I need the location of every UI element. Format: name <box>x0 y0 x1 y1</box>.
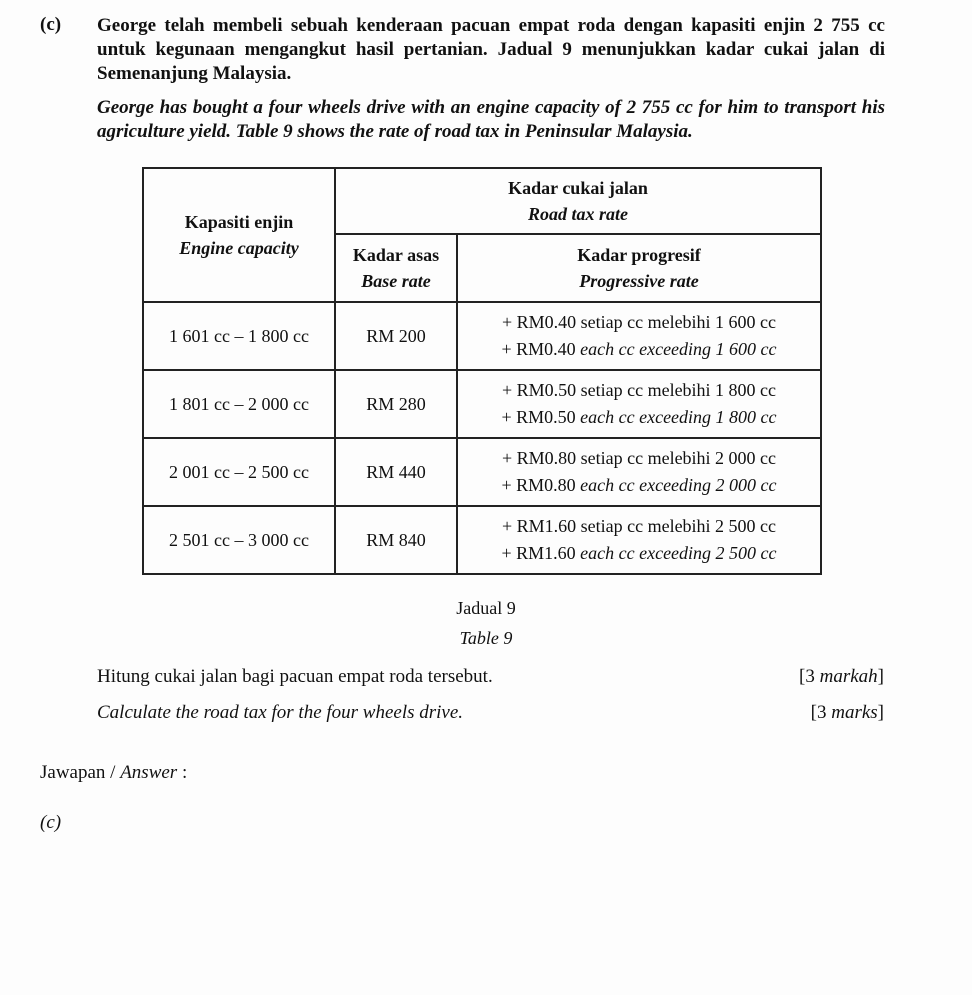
progressive-ms: + RM0.50 setiap cc melebihi 1 800 cc <box>501 380 777 400</box>
marks-ms-word: markah <box>819 666 878 687</box>
progressive-en-prefix: + RM1.60 <box>501 543 581 563</box>
question-text-english: George has bought a four wheels drive with an engine capacity of 2 755 cc for him to transport his agriculture yield. Table 9 shows the rate of road tax in Peninsular Malaysia. <box>97 97 885 142</box>
table-row <box>143 302 821 370</box>
header-road-tax-rate <box>335 168 821 234</box>
header-progressive-ms: Kadar progresif <box>577 245 701 265</box>
marks-malay: [3 markah] <box>799 666 884 687</box>
header-progressive-rate <box>457 234 821 302</box>
header-capacity-ms: Kapasiti enjin <box>184 212 294 232</box>
table-caption-english: Table 9 <box>459 628 513 648</box>
progressive-en <box>458 472 820 499</box>
header-base-en: Base rate <box>361 271 431 291</box>
answer-label <box>40 762 187 784</box>
progressive-en-text: each cc exceeding 1 800 cc <box>580 407 777 427</box>
cell-progressive-rate <box>457 438 821 506</box>
answer-label-colon: : <box>177 762 188 783</box>
progressive-en-prefix: + RM0.40 <box>501 339 581 359</box>
instruction-english: Calculate the road tax for the four wheels drive. <box>97 702 464 723</box>
table-caption-malay: Jadual 9 <box>456 598 516 618</box>
question-label: (c) <box>40 14 62 35</box>
progressive-en-prefix: + RM0.80 <box>501 475 581 495</box>
progressive-en <box>458 404 820 431</box>
progressive-ms: + RM0.80 setiap cc melebihi 2 000 cc <box>501 448 777 468</box>
cell-progressive-rate <box>457 506 821 574</box>
cell-base-rate: RM 200 <box>335 302 457 370</box>
header-engine-capacity <box>143 168 335 302</box>
marks-en-word: marks <box>831 702 878 723</box>
answer-label-en: Answer <box>120 762 178 783</box>
table-row <box>143 438 821 506</box>
progressive-en <box>458 540 820 567</box>
progressive-en-text: each cc exceeding 1 600 cc <box>580 339 777 359</box>
road-tax-table <box>142 167 822 575</box>
progressive-en-text: each cc exceeding 2 500 cc <box>580 543 777 563</box>
cell-progressive-rate <box>457 370 821 438</box>
cell-base-rate: RM 280 <box>335 370 457 438</box>
marks-en-num: [3 <box>810 702 832 723</box>
header-progressive-en: Progressive rate <box>579 271 699 291</box>
answer-label-ms: Jawapan / <box>40 762 121 783</box>
cell-progressive-rate <box>457 302 821 370</box>
table-header-row <box>143 168 821 234</box>
header-base-rate <box>335 234 457 302</box>
cell-capacity: 2 501 cc – 3 000 cc <box>143 506 335 574</box>
progressive-en-text: each cc exceeding 2 000 cc <box>580 475 777 495</box>
progressive-ms: + RM1.60 setiap cc melebihi 2 500 cc <box>501 516 777 536</box>
progressive-en-prefix: + RM0.50 <box>501 407 581 427</box>
cell-capacity: 1 801 cc – 2 000 cc <box>143 370 335 438</box>
progressive-ms: + RM0.40 setiap cc melebihi 1 600 cc <box>501 312 777 332</box>
cell-capacity: 1 601 cc – 1 800 cc <box>143 302 335 370</box>
table-row <box>143 506 821 574</box>
instruction-malay: Hitung cukai jalan bagi pacuan empat roda tersebut. <box>97 666 493 687</box>
cell-base-rate: RM 440 <box>335 438 457 506</box>
header-roadtax-en: Road tax rate <box>527 204 628 224</box>
header-capacity-en: Engine capacity <box>179 238 299 258</box>
progressive-en <box>458 336 820 363</box>
answer-part-label: (c) <box>40 812 62 833</box>
marks-ms-num: [3 <box>799 666 820 687</box>
header-base-ms: Kadar asas <box>352 245 440 265</box>
cell-capacity: 2 001 cc – 2 500 cc <box>143 438 335 506</box>
cell-base-rate: RM 840 <box>335 506 457 574</box>
marks-english: [3 marks] <box>810 702 884 723</box>
question-text-malay: George telah membeli sebuah kenderaan pacuan empat roda dengan kapasiti enjin 2 755 cc untuk kegunaan mengangkut hasil pertanian. Jadual 9 menunjukkan kadar cukai jalan di Semenanjung Malaysia. <box>97 15 885 84</box>
table-row <box>143 370 821 438</box>
header-roadtax-ms: Kadar cukai jalan <box>508 178 648 198</box>
